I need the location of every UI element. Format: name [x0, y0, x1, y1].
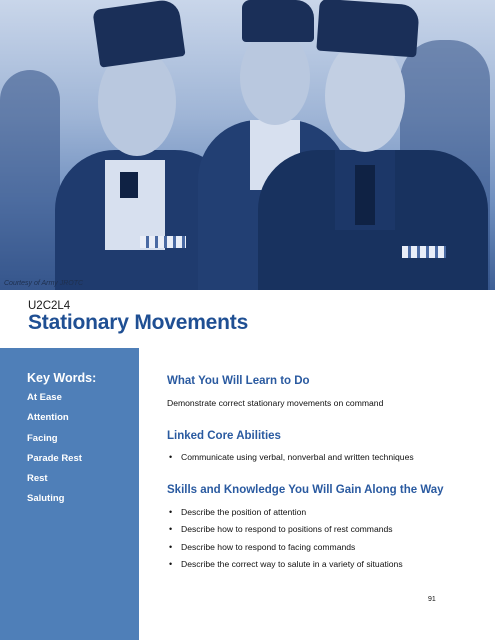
- abilities-list: [167, 452, 414, 469]
- key-word: Parade Rest: [27, 452, 82, 464]
- photo-credit: Courtesy of Army JROTC: [4, 280, 84, 287]
- key-word: Facing: [27, 432, 58, 444]
- skills-heading: Skills and Knowledge You Will Gain Along the Way: [167, 484, 444, 496]
- lesson-code: U2C2L4: [28, 300, 71, 312]
- list-item: • Describe the correct way to salute in a variety of situations: [167, 559, 403, 576]
- skills-list: [167, 507, 403, 576]
- key-words-list: [27, 392, 82, 514]
- lesson-title: Stationary Movements: [28, 311, 249, 334]
- cadet-right-cap: [316, 0, 419, 57]
- cadet-right-ribbons: [402, 246, 446, 258]
- key-word: Saluting: [27, 493, 65, 505]
- cadet-right-head: [325, 40, 405, 152]
- key-word: At Ease: [27, 392, 62, 403]
- key-word: Rest: [27, 473, 48, 485]
- abilities-heading: Linked Core Abilities: [167, 430, 281, 442]
- list-item: • Describe how to respond to positions of rest commands: [167, 524, 403, 541]
- page-number: 91: [428, 596, 436, 603]
- cadet-left-ribbons: [140, 236, 186, 248]
- key-word: Attention: [27, 412, 69, 424]
- background-cadet: [0, 70, 60, 290]
- learn-heading: What You Will Learn to Do: [167, 375, 310, 387]
- hero-photo: [0, 0, 495, 290]
- cadet-left-tie: [120, 172, 138, 198]
- cadet-right-tie: [355, 165, 375, 225]
- list-item: • Describe the position of attention: [167, 507, 403, 524]
- list-item: • Describe how to respond to facing commands: [167, 542, 403, 559]
- cadet-left-cap: [92, 0, 185, 68]
- key-words-sidebar: [0, 348, 139, 640]
- cadet-middle-head: [240, 30, 310, 125]
- cadet-middle-cap: [242, 0, 314, 42]
- key-words-heading: Key Words:: [27, 371, 97, 385]
- list-item: • Communicate using verbal, nonverbal and written techniques: [167, 452, 414, 469]
- learn-text: Demonstrate correct stationary movements on command: [167, 398, 384, 408]
